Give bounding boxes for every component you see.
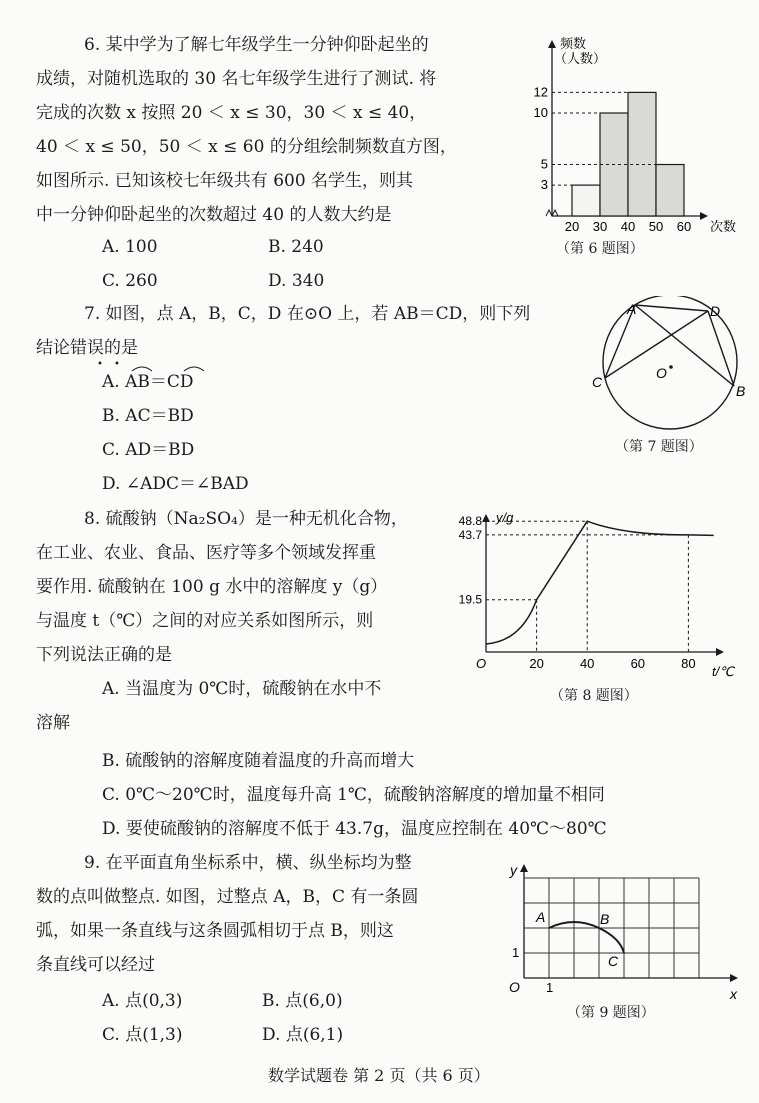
x-tick-label: 80 [681, 656, 696, 671]
q8-option-a: A. 当温度为 0℃时，硫酸钠在水中不 [102, 679, 382, 699]
x-axis-arrow-icon [700, 212, 708, 220]
q6-line: 40 ＜ x ≤ 50，50 ＜ x ≤ 60 的分组绘制频数直方图， [36, 137, 457, 157]
label-one-y: 1 [512, 945, 520, 960]
x-axis-label: t/℃ [712, 664, 734, 679]
q6-line: 成绩，对随机选取的 30 名七年级学生进行了测试. 将 [36, 69, 437, 89]
y-tick-label: 43.7 [458, 527, 482, 542]
y-axis-label: y/g [496, 510, 514, 525]
q7-option-a: A. AB＝CD [102, 372, 194, 392]
y-axis-arrow-icon [520, 864, 528, 872]
arc-abc [549, 922, 624, 953]
q8-line: 与温度 t（℃）之间的对应关系如图所示，则 [36, 611, 374, 631]
label-y: y [510, 862, 517, 878]
q9-option-c: C. 点(1,3) [102, 1025, 183, 1045]
q8-option-a-cont: 溶解 [36, 713, 70, 733]
q9-caption: （第 9 题图） [567, 1005, 655, 1021]
arc-marks [130, 363, 220, 373]
q9-grid-figure [502, 858, 752, 1003]
q6-option-b: B. 240 [268, 237, 324, 257]
q6-option-c: C. 260 [102, 271, 158, 291]
x-tick-label: 60 [676, 219, 692, 234]
q8-option-d: D. 要使硫酸钠的溶解度不低于 43.7g，温度应控制在 40℃～80℃ [102, 819, 607, 839]
q6-caption: （第 6 题图） [556, 241, 644, 257]
q6-option-d: D. 340 [268, 271, 325, 291]
q7-option-d: D. ∠ADC＝∠BAD [102, 474, 249, 494]
q7-option-b: B. AC＝BD [102, 406, 194, 426]
q9-option-a: A. 点(0,3) [102, 991, 183, 1011]
label-b: B [600, 911, 610, 927]
solubility-curve [486, 521, 714, 644]
emphasis-dot: • [114, 359, 120, 370]
y-tick-label: 10 [533, 105, 548, 120]
q8-option-c: C. 0℃～20℃时，温度每升高 1℃，硫酸钠溶解度的增加量不相同 [102, 785, 605, 805]
q9-option-d: D. 点(6,1) [262, 1025, 344, 1045]
q8-solubility-graph [450, 500, 750, 685]
origin-label: O [476, 656, 487, 671]
x-axis-arrow-icon [716, 648, 724, 656]
q6-option-a: A. 100 [102, 237, 158, 257]
page-footer: 数学试题卷 第 2 页（共 6 页） [268, 1066, 490, 1085]
q6-line: 6. 某中学为了解七年级学生一分钟仰卧起坐的 [84, 35, 429, 55]
label-c: C [592, 374, 603, 390]
label-one-x: 1 [546, 980, 554, 995]
q6-histogram [532, 28, 747, 243]
y-tick-label: 5 [540, 156, 548, 172]
label-a: A [536, 909, 546, 925]
x-axis-label: 次数 [710, 219, 737, 234]
q7-circle-figure [584, 296, 754, 436]
q8-caption: （第 8 题图） [550, 688, 638, 704]
y-axis-arrow-icon [548, 40, 556, 48]
label-d: D [710, 303, 721, 319]
x-tick-label: 40 [579, 656, 595, 671]
histogram-bar [628, 92, 656, 216]
q8-line: 8. 硫酸钠（Na₂SO₄）是一种无机化合物， [84, 509, 408, 529]
y-axis-label: （人数） [554, 51, 607, 66]
q8-line: 下列说法正确的是 [36, 645, 172, 665]
label-o: O [656, 365, 667, 381]
q7-caption: （第 7 题图） [615, 439, 703, 455]
label-c: C [608, 953, 619, 969]
q8-line: 在工业、农业、食品、医疗等多个领域发挥重 [36, 543, 376, 563]
q8-line: 要作用. 硫酸钠在 100 g 水中的溶解度 y（g） [36, 577, 388, 597]
center-o [669, 365, 673, 369]
x-tick-label: 40 [620, 219, 636, 234]
x-tick-label: 60 [630, 656, 646, 671]
q9-line: 9. 在平面直角坐标系中，横、纵坐标均为整 [84, 853, 412, 873]
emphasis-dot: • [97, 359, 103, 370]
q6-line: 如图所示. 已知该校七年级共有 600 名学生，则其 [36, 171, 414, 191]
y-tick-label: 48.8 [458, 514, 482, 529]
x-tick-label: 20 [564, 219, 580, 234]
histogram-bar [572, 185, 600, 216]
y-axis-label: 频数 [560, 36, 587, 51]
q6-line: 中一分钟仰卧起坐的次数超过 40 的人数大约是 [36, 205, 392, 225]
segment-ad [635, 305, 708, 311]
x-tick-label: 30 [592, 219, 608, 234]
label-origin: O [509, 979, 520, 995]
y-tick-label: 12 [533, 84, 548, 100]
q6-line: 完成的次数 x 按照 20 ＜ x ≤ 30，30 ＜ x ≤ 40， [36, 103, 427, 123]
q8-option-b: B. 硫酸钠的溶解度随着温度的升高而增大 [102, 751, 415, 771]
label-x: x [730, 986, 737, 1002]
histogram-bar [656, 165, 684, 217]
q9-line: 条直线可以经过 [36, 955, 155, 975]
label-a: A [627, 301, 637, 317]
q7-line: 7. 如图，点 A，B，C，D 在⊙O 上，若 AB＝CD，则下列 [84, 304, 531, 324]
x-tick-label: 20 [529, 656, 544, 671]
y-tick-label: 19.5 [458, 592, 482, 607]
q9-line: 数的点叫做整点. 如图，过整点 A，B，C 有一条圆 [36, 887, 419, 907]
q9-line: 弧，如果一条直线与这条圆弧相切于点 B，则这 [36, 921, 394, 941]
x-axis-arrow-icon [730, 974, 738, 982]
q7-option-c: C. AD＝BD [102, 440, 195, 460]
q9-option-b: B. 点(6,0) [262, 991, 343, 1011]
label-b: B [736, 383, 746, 399]
q7-line: 结论错误的是 [36, 338, 138, 358]
x-tick-label: 50 [648, 219, 664, 234]
y-tick-label: 3 [540, 177, 548, 193]
